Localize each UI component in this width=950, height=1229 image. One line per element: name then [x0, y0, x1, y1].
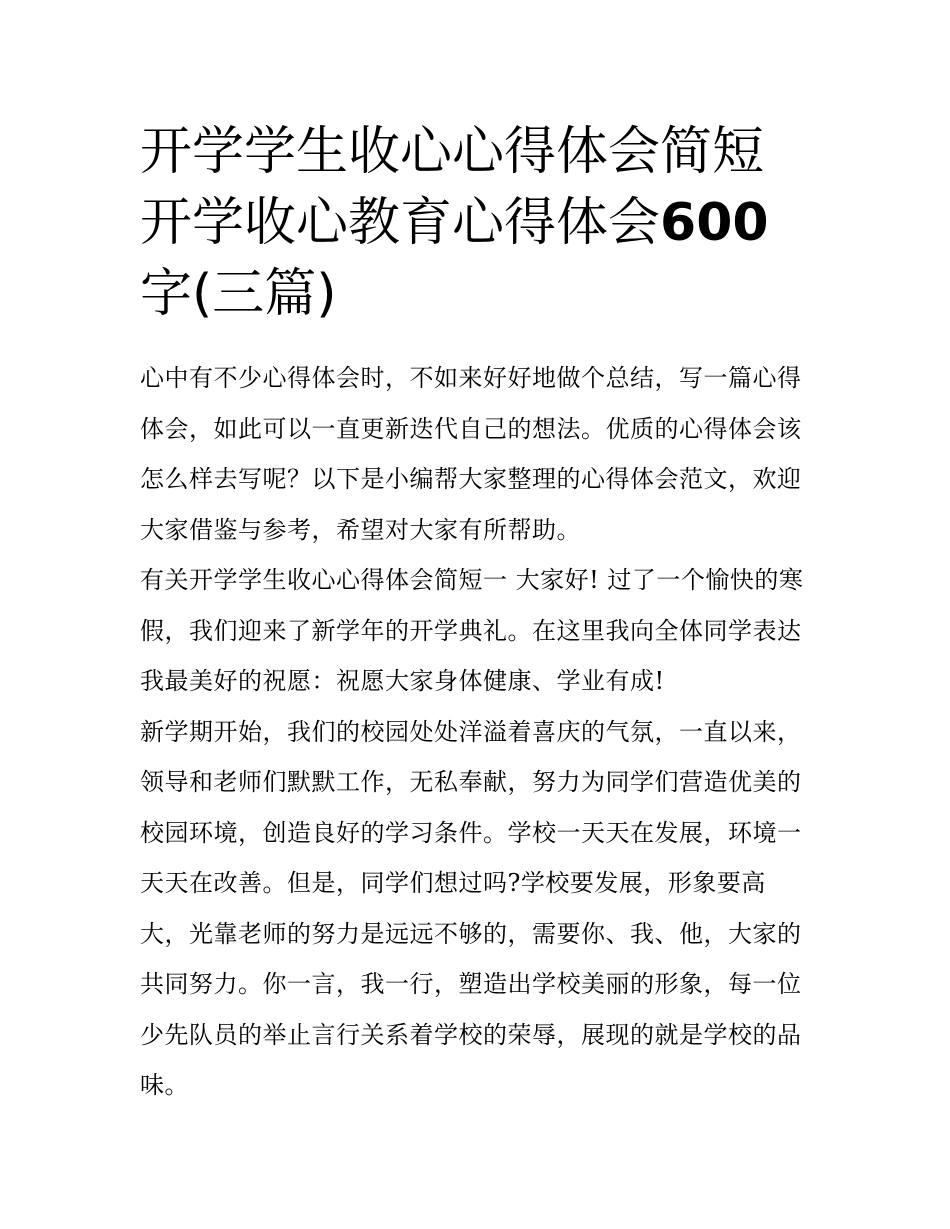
- text-line: 天天在改善。但是，同学们想过吗?学校要发展，形象要高: [140, 869, 766, 897]
- text-line: 怎么样去写呢？以下是小编帮大家整理的心得体会范文，欢迎: [140, 465, 802, 493]
- text-line: 大家借鉴与参考，希望对大家有所帮助。: [140, 515, 581, 544]
- text-line: 大，光靠老师的努力是远远不够的，需要你、我、他，大家的: [140, 919, 802, 948]
- document-title: [140, 117, 812, 330]
- text-line: 有关开学学生收心心得体会简短一 大家好! 过了一个愉快的寒: [140, 566, 804, 594]
- text-line: 共同努力。你一言，我一行，塑造出学校美丽的形象，每一位: [140, 970, 802, 998]
- text-line: 领导和老师们默默工作，无私奉献，努力为同学们营造优美的: [140, 768, 802, 796]
- title-text-part2: 字(三篇): [140, 264, 337, 324]
- text-line: 假，我们迎来了新学年的开学典礼。在这里我向全体同学表达: [140, 616, 802, 645]
- text-line: 校园环境，创造良好的学习条件。学校一天天在发展，环境一: [140, 818, 802, 847]
- text-line: 体会，如此可以一直更新迭代自己的想法。优质的心得体会该: [140, 414, 802, 443]
- title-text-part1: 开学学生收心心得体会简短 开学收心教育心得体会: [140, 122, 765, 253]
- text-line: 心中有不少心得体会时，不如来好好地做个总结，写一篇心得: [140, 364, 802, 392]
- document-body: [140, 353, 812, 1111]
- text-line: 味。: [140, 1071, 189, 1099]
- paragraph-intro: [140, 353, 812, 555]
- paragraph-body: [140, 707, 812, 1111]
- paragraph-greeting: [140, 555, 812, 707]
- title-number: 600: [660, 193, 769, 253]
- text-line: 我最美好的祝愿：祝愿大家身体健康、学业有成!: [140, 667, 665, 695]
- text-line: 新学期开始，我们的校园处处洋溢着喜庆的气氛，一直以来，: [140, 717, 802, 746]
- text-line: 少先队员的举止言行关系着学校的荣辱，展现的就是学校的品: [140, 1020, 802, 1049]
